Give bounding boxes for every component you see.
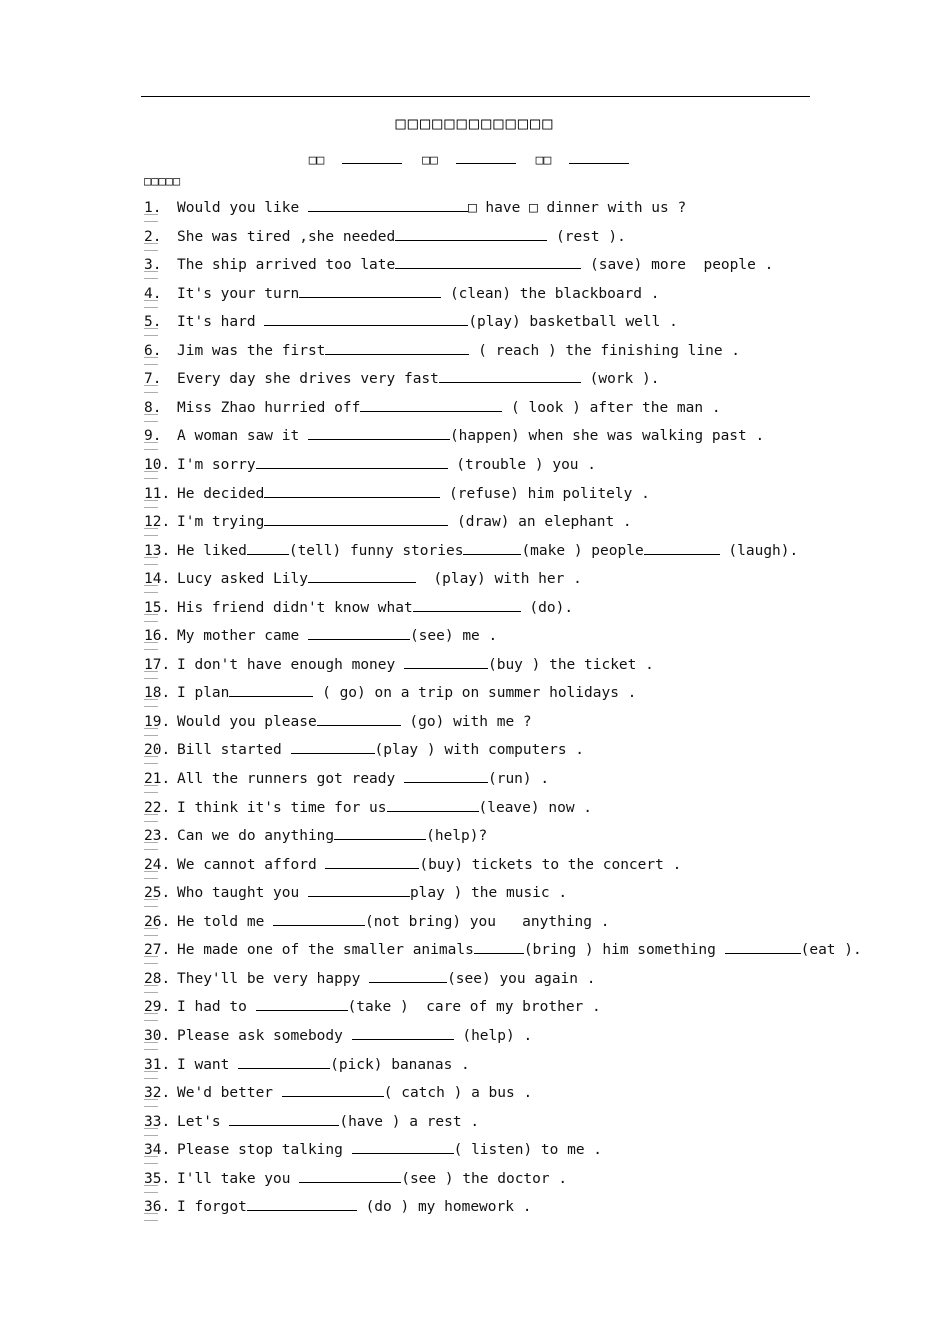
question-text: ( listen) to me . <box>453 1142 603 1159</box>
question-number: 7. <box>144 369 177 389</box>
question-text: (leave) now . <box>478 799 593 816</box>
question-text: play ) the music . <box>409 885 568 902</box>
answer-blank[interactable] <box>308 624 410 640</box>
student-info-line <box>0 151 950 168</box>
question-item <box>144 1110 479 1134</box>
info-label-2: □□ <box>422 153 438 168</box>
answer-blank[interactable] <box>395 225 547 241</box>
question-text: (not bring) you anything . <box>365 913 610 930</box>
answer-blank[interactable] <box>247 1195 357 1211</box>
question-item <box>144 253 773 277</box>
question-number: 2. <box>144 227 177 247</box>
question-text: We'd better <box>177 1085 282 1102</box>
question-number: 8. <box>144 398 177 418</box>
question-text: All the runners got ready <box>177 771 404 787</box>
answer-blank[interactable] <box>644 539 720 555</box>
question-text: (have ) a rest . <box>339 1113 480 1130</box>
info-blank-3[interactable] <box>569 151 629 164</box>
answer-blank[interactable] <box>369 967 447 983</box>
question-item <box>144 1024 532 1048</box>
question-item <box>144 881 567 905</box>
answer-blank[interactable] <box>334 824 426 840</box>
question-text: He made one of the smaller animals <box>177 942 474 959</box>
question-text: (work ). <box>580 371 660 388</box>
answer-blank[interactable] <box>229 681 313 697</box>
question-text: ( look ) after the man . <box>502 399 721 416</box>
question-number: 28. <box>144 969 177 989</box>
question-number: 31. <box>144 1055 177 1075</box>
question-text: (save) more people . <box>581 257 774 274</box>
question-number: 6. <box>144 341 177 361</box>
question-text: (draw) an elephant . <box>448 514 632 531</box>
question-number: 27. <box>144 940 177 960</box>
answer-blank[interactable] <box>247 539 289 555</box>
question-text: He liked <box>177 542 247 559</box>
answer-blank[interactable] <box>413 596 521 612</box>
question-text: (play) basketball well . <box>468 314 678 331</box>
answer-blank[interactable] <box>352 1138 454 1154</box>
question-number: 10. <box>144 455 177 475</box>
question-text: I forgot <box>177 1199 247 1216</box>
question-text: Let's <box>177 1113 230 1130</box>
info-label-1: □□ <box>308 153 325 168</box>
answer-blank[interactable] <box>282 1081 384 1097</box>
answer-blank[interactable] <box>264 510 448 526</box>
question-text: (go) with me ? <box>400 713 532 730</box>
question-item <box>144 824 487 848</box>
info-blank-1[interactable] <box>342 151 402 164</box>
answer-blank[interactable] <box>299 1167 401 1183</box>
question-text: Miss Zhao hurried off <box>177 399 361 416</box>
question-number: 26. <box>144 912 177 932</box>
question-text: (refuse) him politely . <box>440 485 650 502</box>
answer-blank[interactable] <box>463 539 521 555</box>
question-text: Would you like <box>177 200 308 216</box>
question-item <box>144 596 573 620</box>
answer-blank[interactable] <box>404 767 488 783</box>
question-text: Please ask somebody <box>177 1027 352 1044</box>
question-text: Who taught you <box>177 885 308 902</box>
question-text: (run) . <box>487 771 550 787</box>
question-text: Jim was the first <box>177 342 326 359</box>
answer-blank[interactable] <box>360 396 502 412</box>
info-label-3: □□ <box>535 153 552 168</box>
answer-blank[interactable] <box>439 367 581 383</box>
question-text: (help) . <box>453 1027 533 1044</box>
question-text: (happen) when she was walking past . <box>449 428 765 445</box>
question-text: They'll be very happy <box>177 970 370 987</box>
question-text: □ have □ dinner with us ? <box>467 200 687 216</box>
question-item <box>144 453 596 477</box>
question-item <box>144 1081 532 1105</box>
question-number: 24. <box>144 855 177 875</box>
question-text: The ship arrived too late <box>177 257 396 274</box>
question-text: (tell) funny stories <box>288 542 464 559</box>
question-text: (play ) with computers . <box>374 742 585 759</box>
question-item <box>144 225 626 249</box>
question-text: (eat ). <box>800 942 862 959</box>
answer-blank[interactable] <box>264 482 440 498</box>
question-number: 11. <box>144 484 177 504</box>
section-heading: □□□□□ <box>144 174 181 188</box>
question-item <box>144 767 549 791</box>
question-item <box>144 653 654 677</box>
question-text: (clean) the blackboard . <box>441 285 660 302</box>
answer-blank[interactable] <box>387 796 479 812</box>
question-text: (bring ) him something <box>523 942 725 959</box>
question-number: 29. <box>144 997 177 1017</box>
question-text: (do). <box>520 599 574 616</box>
question-item <box>144 910 609 934</box>
question-text: (rest ). <box>547 228 626 245</box>
question-item <box>144 1195 531 1219</box>
question-text: (play) with her . <box>415 571 582 588</box>
answer-blank[interactable] <box>352 1024 454 1040</box>
question-item <box>144 624 497 648</box>
question-item <box>144 567 582 591</box>
question-item <box>144 367 659 391</box>
question-item <box>144 853 681 877</box>
question-number: 36. <box>144 1197 177 1217</box>
question-text: (take ) care of my brother . <box>347 999 601 1016</box>
answer-blank[interactable] <box>291 738 375 754</box>
question-text: (make ) people <box>521 542 644 559</box>
question-item <box>144 796 592 820</box>
question-number: 34. <box>144 1140 177 1160</box>
question-item <box>144 482 650 506</box>
question-item <box>144 282 659 306</box>
answer-blank[interactable] <box>229 1110 339 1126</box>
question-number: 35. <box>144 1169 177 1189</box>
question-number: 19. <box>144 712 177 732</box>
question-text: She was tired ,she needed <box>177 228 396 245</box>
question-number: 18. <box>144 683 177 703</box>
question-number: 13. <box>144 541 177 561</box>
question-item <box>144 339 740 363</box>
question-item <box>144 1167 567 1191</box>
question-number: 32. <box>144 1083 177 1103</box>
answer-blank[interactable] <box>325 339 469 355</box>
question-text: (do ) my homework . <box>356 1199 532 1216</box>
info-blank-2[interactable] <box>456 151 516 164</box>
question-text: Can we do anything <box>177 828 335 845</box>
answer-blank[interactable] <box>308 424 450 440</box>
question-number: 3. <box>144 255 177 275</box>
answer-blank[interactable] <box>308 196 468 212</box>
question-item <box>144 539 798 563</box>
question-item <box>144 738 584 762</box>
question-text: I want <box>177 1056 239 1073</box>
question-number: 14. <box>144 569 177 589</box>
question-text: Lucy asked Lily <box>177 571 308 588</box>
answer-blank[interactable] <box>264 310 468 326</box>
question-text: (pick) bananas . <box>330 1056 470 1073</box>
question-text: He decided <box>177 485 265 502</box>
question-item <box>144 710 532 734</box>
question-item <box>144 424 764 448</box>
question-text: It's your turn <box>177 285 300 302</box>
question-number: 30. <box>144 1026 177 1046</box>
question-text: ( go) on a trip on summer holidays . <box>313 685 637 702</box>
question-text: I plan <box>177 685 230 702</box>
question-text: A woman saw it <box>177 428 308 445</box>
question-text: (see) me . <box>409 628 498 645</box>
answer-blank[interactable] <box>299 282 441 298</box>
question-item <box>144 938 862 962</box>
answer-blank[interactable] <box>273 910 365 926</box>
answer-blank[interactable] <box>308 567 416 583</box>
question-number: 33. <box>144 1112 177 1132</box>
question-number: 12. <box>144 512 177 532</box>
question-item <box>144 510 632 534</box>
question-item <box>144 1138 602 1162</box>
question-text: We cannot afford <box>177 856 326 873</box>
question-text: I'll take you <box>177 1170 300 1187</box>
answer-blank[interactable] <box>308 881 410 897</box>
question-text: Every day she drives very fast <box>177 371 439 388</box>
answer-blank[interactable] <box>395 253 581 269</box>
question-number: 22. <box>144 798 177 818</box>
question-number: 4. <box>144 284 177 304</box>
question-number: 5. <box>144 312 177 332</box>
question-text: Bill started <box>177 742 291 759</box>
answer-blank[interactable] <box>404 653 488 669</box>
question-text: He told me <box>177 913 274 930</box>
question-item <box>144 967 595 991</box>
question-number: 16. <box>144 626 177 646</box>
question-item <box>144 196 686 220</box>
question-item <box>144 396 721 420</box>
question-number: 20. <box>144 740 177 760</box>
question-number: 17. <box>144 655 177 675</box>
question-text: I'm sorry <box>177 456 256 473</box>
question-text: I'm trying <box>177 514 265 531</box>
question-text: His friend didn't know what <box>177 599 413 616</box>
question-text: I don't have enough money <box>177 656 404 673</box>
question-item <box>144 995 601 1019</box>
question-text: (see) you again . <box>447 970 596 987</box>
question-number: 25. <box>144 883 177 903</box>
answer-blank[interactable] <box>256 453 448 469</box>
question-number: 9. <box>144 426 177 446</box>
question-text: Please stop talking <box>177 1142 352 1159</box>
answer-blank[interactable] <box>238 1053 330 1069</box>
question-text: My mother came <box>177 628 308 645</box>
page-title: □□□□□□□□□□□□□ <box>395 114 555 134</box>
question-item <box>144 681 636 705</box>
question-text: (buy ) the ticket . <box>487 656 654 673</box>
question-text: (see ) the doctor . <box>401 1170 568 1187</box>
answer-blank[interactable] <box>725 938 801 954</box>
question-text: I think it's time for us <box>177 799 387 816</box>
question-number: 21. <box>144 769 177 789</box>
question-text: (buy) tickets to the concert . <box>419 856 682 873</box>
question-text: It's hard <box>177 314 265 331</box>
question-number: 1. <box>144 198 177 218</box>
question-number: 23. <box>144 826 177 846</box>
answer-blank[interactable] <box>317 710 401 726</box>
question-number: 15. <box>144 598 177 618</box>
question-item <box>144 310 678 334</box>
question-text: (help)? <box>426 828 488 845</box>
header-rule <box>141 96 810 97</box>
question-item <box>144 1053 470 1077</box>
question-text: Would you please <box>177 713 317 730</box>
question-text: (trouble ) you . <box>447 456 596 473</box>
answer-blank[interactable] <box>325 853 419 869</box>
answer-blank[interactable] <box>256 995 348 1011</box>
answer-blank[interactable] <box>474 938 524 954</box>
question-text: (laugh). <box>719 542 799 559</box>
question-text: ( catch ) a bus . <box>383 1085 533 1102</box>
question-text: ( reach ) the finishing line . <box>469 342 741 359</box>
question-text: I had to <box>177 999 256 1016</box>
